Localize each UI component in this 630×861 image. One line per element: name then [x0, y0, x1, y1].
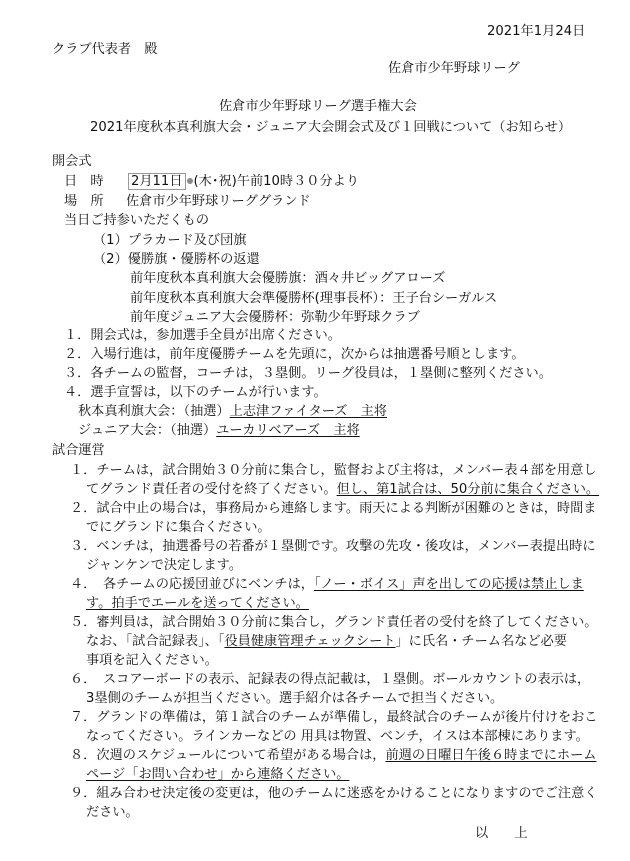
- trophy-holder-3: 前年度ジュニア大会優勝杯：弥勒少年野球クラブ: [130, 310, 420, 325]
- oath-team-1-label: 秋本真利旗大会：（抽選）: [78, 404, 230, 419]
- recipient: クラブ代表者 殿: [52, 42, 158, 57]
- ceremony-note-2: ２．入場行進は，前年度優勝チームを先頭に，次からは抽選番号順とします。: [64, 347, 525, 362]
- oath-team-1: [78, 404, 387, 420]
- trophy-holder-2: 前年度秋本真利旗大会準優勝杯(理事長杯）：王子台シーガルス: [130, 291, 498, 306]
- op-item-8-line-2: ページ「お問い合わせ」から連絡ください。: [86, 767, 350, 782]
- section-heading-ceremony: 開会式: [52, 154, 92, 169]
- op-item-5-sheet: 役員健康管理チェックシート: [224, 634, 396, 649]
- op-item-6-line-1: ６． スコアーボードの表示、記録表の得点記載は，１塁側。ボールカウントの表示は，: [70, 672, 591, 687]
- op-item-7-line-2: なってください。ラインカーなどの 用具は物置、ベンチ，イスは本部棟にあります。: [86, 729, 589, 744]
- op-item-4-line-1: [70, 577, 584, 593]
- ceremony-note-1: １．開会式は，参加選手全員が出席ください。: [64, 328, 341, 343]
- bring-items-heading: 当日ご持参いただくもの: [64, 213, 210, 228]
- op-item-5-text: なお、「試合記録表」、「: [86, 634, 225, 649]
- date-value: 2月11日: [128, 173, 186, 190]
- op-item-8-deadline: 前週の日曜日午後６時までにホーム: [385, 748, 597, 763]
- op-item-1-line-2: [86, 482, 599, 498]
- ceremony-place-row: [64, 194, 311, 210]
- op-item-2-line-1: ２．試合中止の場合は，事務局から連絡します。雨天による判断が困難のときは，時間ま: [70, 501, 597, 516]
- op-item-8-text: ８．次週のスケジュールについて希望がある場合は，: [70, 748, 386, 763]
- oath-team-2-label: ジュニア大会：（抽選）: [78, 423, 217, 438]
- trophy-holder-1: 前年度秋本真利旗大会優勝旗：酒々井ビッグアローズ: [130, 271, 446, 286]
- oath-team-1-name: 上志津ファイターズ 主将: [229, 404, 387, 419]
- date-label: 日 時: [64, 174, 104, 189]
- op-item-3-line-2: ジャンケンで決定します。: [86, 558, 243, 573]
- op-item-4-line-2: す。拍手でエールを送ってください。: [86, 596, 309, 611]
- op-item-1-text: てグランド責任者の受付を終了ください。: [86, 482, 337, 497]
- date-rest: (木･祝)午前10時３０分より: [193, 174, 360, 189]
- place-value: 佐倉市少年野球リーググランド: [125, 194, 311, 209]
- op-item-4-rule: 「ノー・ボイス」声を出しての応援は禁止しま: [313, 577, 584, 592]
- title-line-1: 佐倉市少年野球リーグ選手権大会: [219, 99, 417, 114]
- op-item-6-line-2: 3塁側のチームが担当ください。選手紹介は各チームで担当ください。: [86, 691, 504, 706]
- oath-team-2: [78, 423, 360, 439]
- section-heading-operations: 試合運営: [52, 443, 105, 458]
- op-item-8-line-1: [70, 748, 596, 764]
- op-item-9-line-1: ９．組み合わせ決定後の変更は，他のチームに迷惑をかけることになりますのでご注意く: [70, 786, 598, 801]
- ceremony-date-row: [64, 174, 359, 190]
- op-item-5-line-2: [86, 634, 567, 650]
- place-label: 場 所: [64, 194, 104, 209]
- op-item-4-text: ４． 各チームの応援団並びにベンチは，: [70, 577, 314, 592]
- ceremony-note-4: ４．選手宣誓は，以下のチームが行います。: [64, 385, 327, 400]
- sender: 佐倉市少年野球リーグ: [388, 61, 520, 76]
- op-item-5-line-3: 事項を記入ください。: [86, 653, 218, 668]
- title-line-2: 2021年度秋本真利旗大会・ジュニア大会開会式及び１回戦について（お知らせ）: [90, 120, 572, 135]
- op-item-1-note: 但し、第1試合は、50分前に集合ください。: [336, 482, 600, 497]
- op-item-5-line-1: ５．審判員は，試合開始３０分前に集合し，グランド責任者の受付を終了してください。: [70, 615, 598, 630]
- bring-item-2: （2）優勝旗・優勝杯の返還: [93, 252, 260, 267]
- oath-team-2-name: ユーカリベアーズ 主将: [216, 423, 360, 438]
- op-item-1-line-1: １．チームは，試合開始３０分前に集合し，監督および主将は，メンバー表４部を用意し: [70, 463, 597, 478]
- op-item-5-text-end: 」に氏名・チーム名など必要: [395, 634, 567, 649]
- op-item-2-line-2: でにグランドに集合ください。: [86, 520, 271, 535]
- document-date: 2021年1月24日: [487, 24, 586, 39]
- bring-item-1: （1）プラカード及び団旗: [93, 233, 247, 248]
- op-item-3-line-1: ３．ベンチは，抽選番号の若番が１塁側です。攻撃の先攻・後攻は，メンバー表提出時に: [70, 539, 596, 554]
- op-item-7-line-1: ７．グランドの準備は，第１試合のチームが準備し，最終試合のチームが後片付けをおこ: [70, 710, 598, 725]
- op-item-9-line-2: ださい。: [86, 805, 139, 820]
- marker-dot-icon: [187, 178, 193, 184]
- ceremony-note-3: ３．各チームの監督，コーチは，３塁側。リーグ役員は，１塁側に整列ください。: [64, 366, 552, 381]
- closing-mark: 以 上: [475, 826, 528, 841]
